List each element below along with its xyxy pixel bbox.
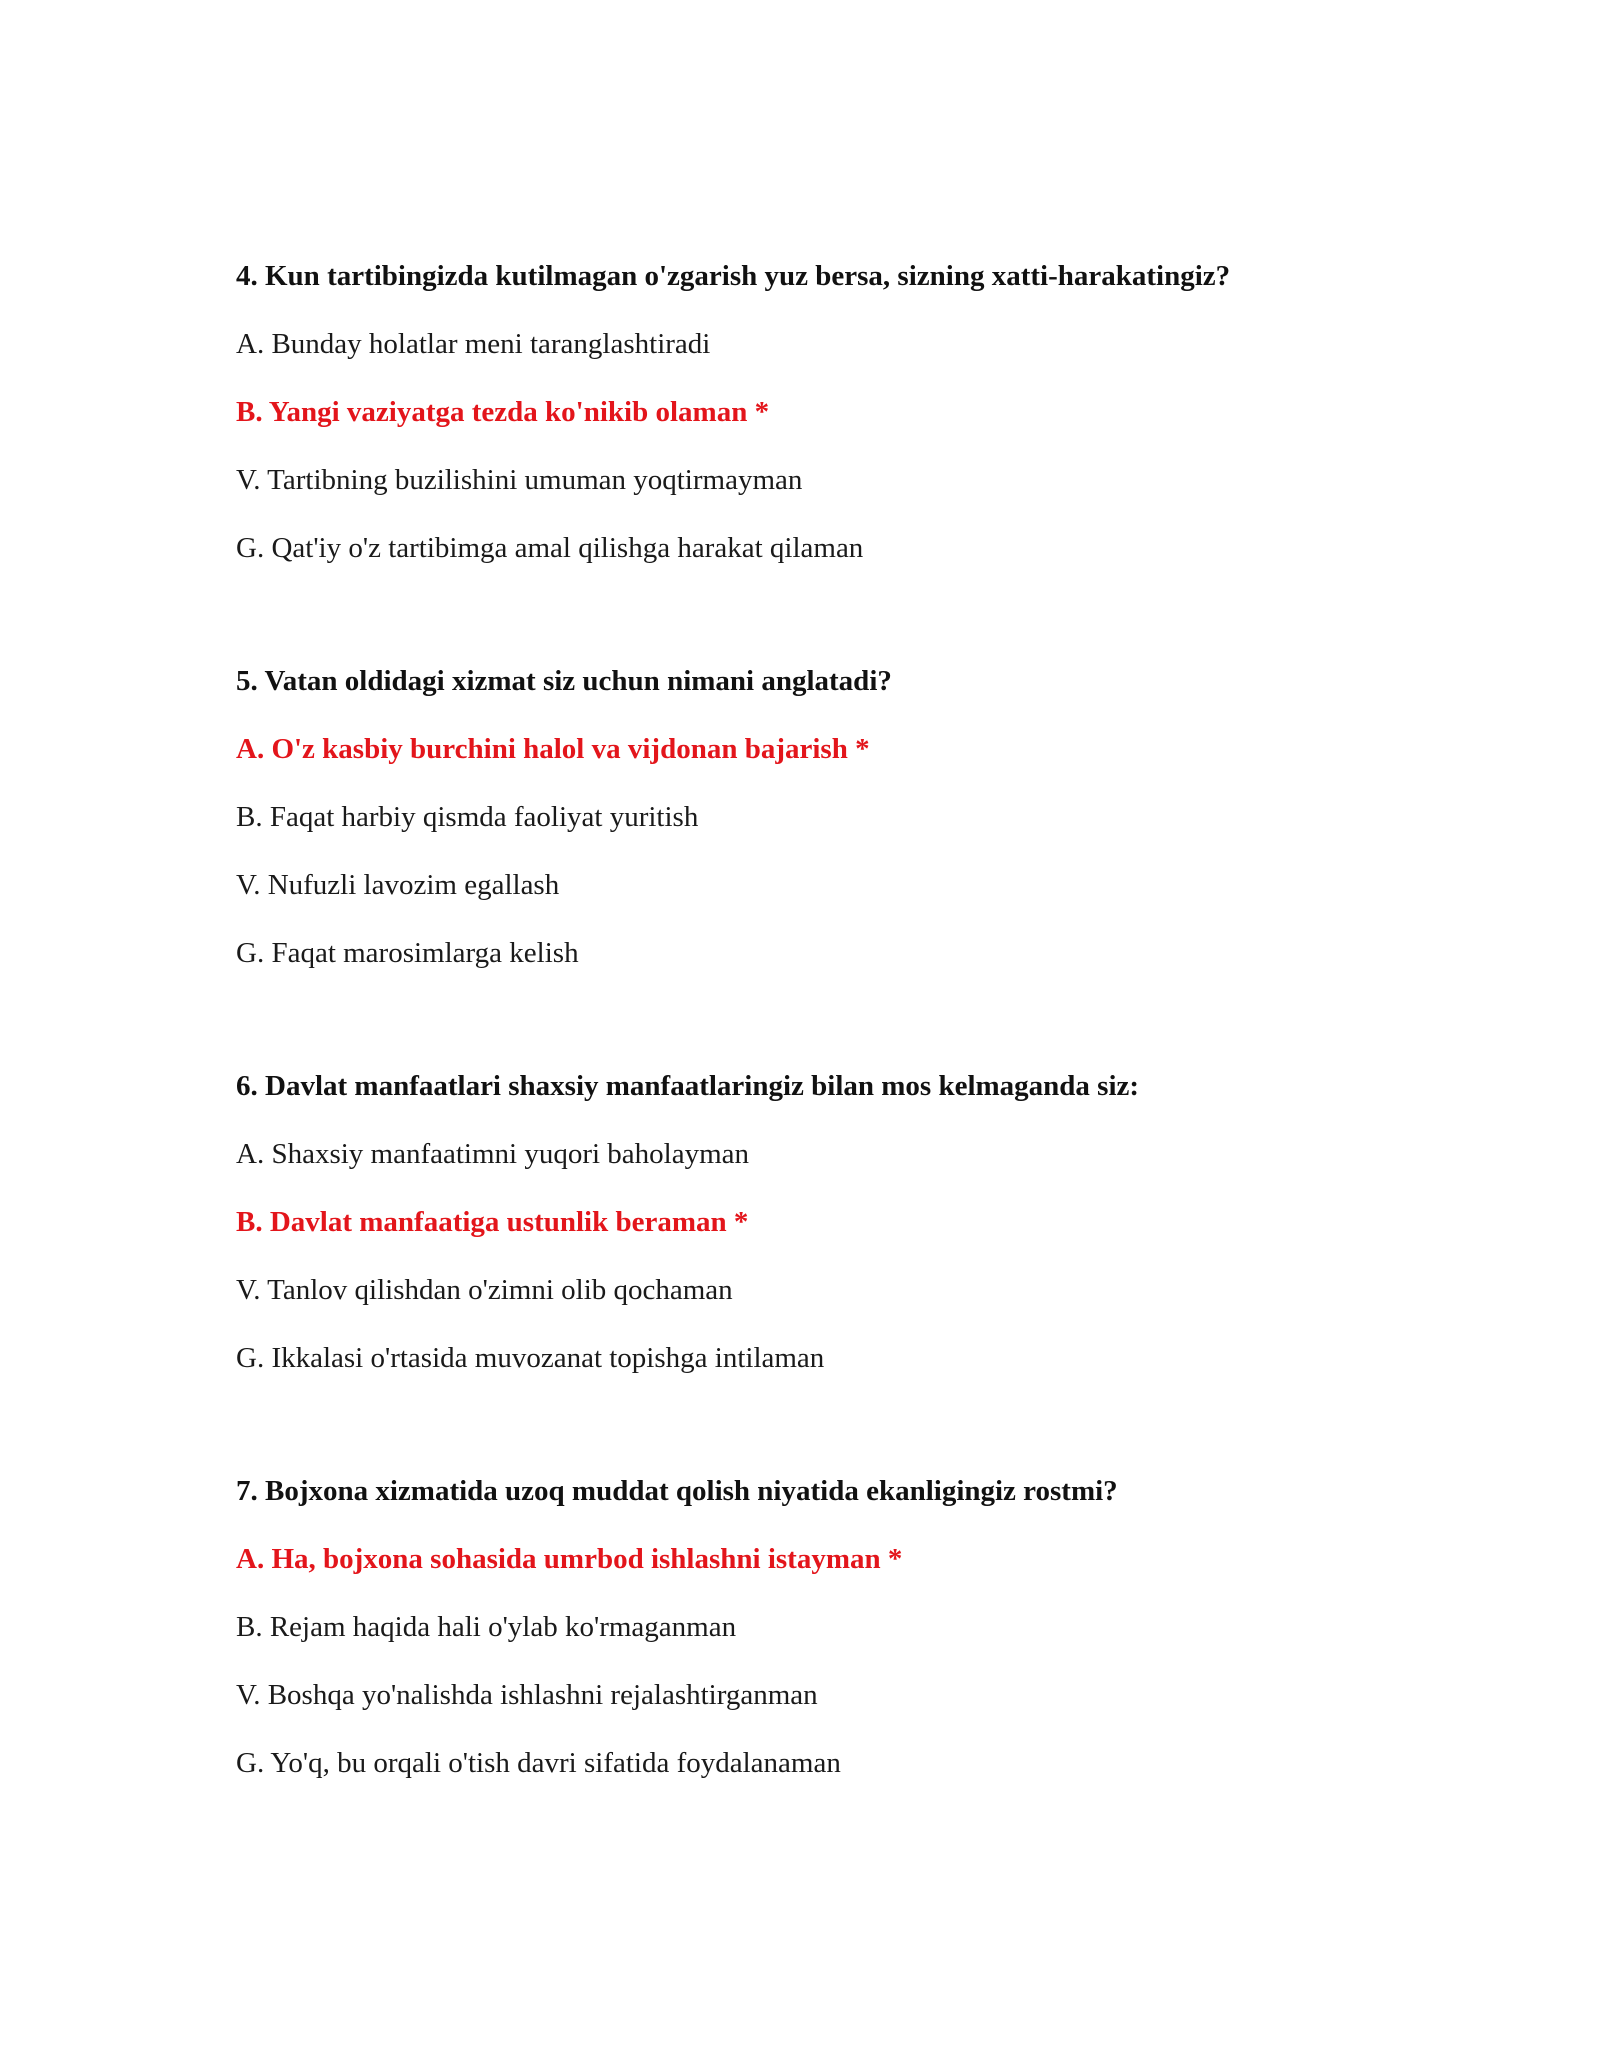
question-6 — [236, 1069, 1436, 1375]
option-v: V. Nufuzli lavozim egallash — [236, 869, 560, 901]
option-v: V. Boshqa yo'nalishda ishlashni rejalashtirganman — [236, 1679, 818, 1711]
option-v: V. Tartibning buzilishini umuman yoqtirmayman — [236, 464, 803, 496]
option-g: G. Qat'iy o'z tartibimga amal qilishga harakat qilaman — [236, 532, 864, 564]
option-g: G. Yo'q, bu orqali o'tish davri sifatida foydalanaman — [236, 1747, 841, 1779]
option-a-correct: A. O'z kasbiy burchini halol va vijdonan bajarish * — [236, 733, 870, 765]
option-a-correct: A. Ha, bojxona sohasida umrbod ishlashni istayman * — [236, 1543, 903, 1575]
question-5 — [236, 664, 1436, 970]
option-a: A. Shaxsiy manfaatimni yuqori baholayman — [236, 1138, 750, 1170]
option-b: B. Faqat harbiy qismda faoliyat yuritish — [236, 801, 699, 833]
question-title: 7. Bojxona xizmatida uzoq muddat qolish niyatida ekanligingiz rostmi? — [236, 1475, 1118, 1507]
question-title: 4. Kun tartibingizda kutilmagan o'zgarish yuz bersa, sizning xatti-harakatingiz? — [236, 260, 1231, 292]
option-g: G. Faqat marosimlarga kelish — [236, 937, 579, 969]
question-4 — [236, 259, 1436, 565]
option-g: G. Ikkalasi o'rtasida muvozanat topishga intilaman — [236, 1342, 825, 1374]
question-title: 6. Davlat manfaatlari shaxsiy manfaatlaringiz bilan mos kelmaganda siz: — [236, 1070, 1140, 1102]
option-b: B. Rejam haqida hali o'ylab ko'rmaganman — [236, 1611, 737, 1643]
option-b-correct: B. Davlat manfaatiga ustunlik beraman * — [236, 1206, 749, 1238]
option-v: V. Tanlov qilishdan o'zimni olib qochaman — [236, 1274, 733, 1306]
question-title: 5. Vatan oldidagi xizmat siz uchun nimani anglatadi? — [236, 665, 892, 697]
question-7 — [236, 1474, 1436, 1780]
option-a: A. Bunday holatlar meni taranglashtiradi — [236, 328, 711, 360]
option-b-correct: B. Yangi vaziyatga tezda ko'nikib olaman * — [236, 396, 770, 428]
